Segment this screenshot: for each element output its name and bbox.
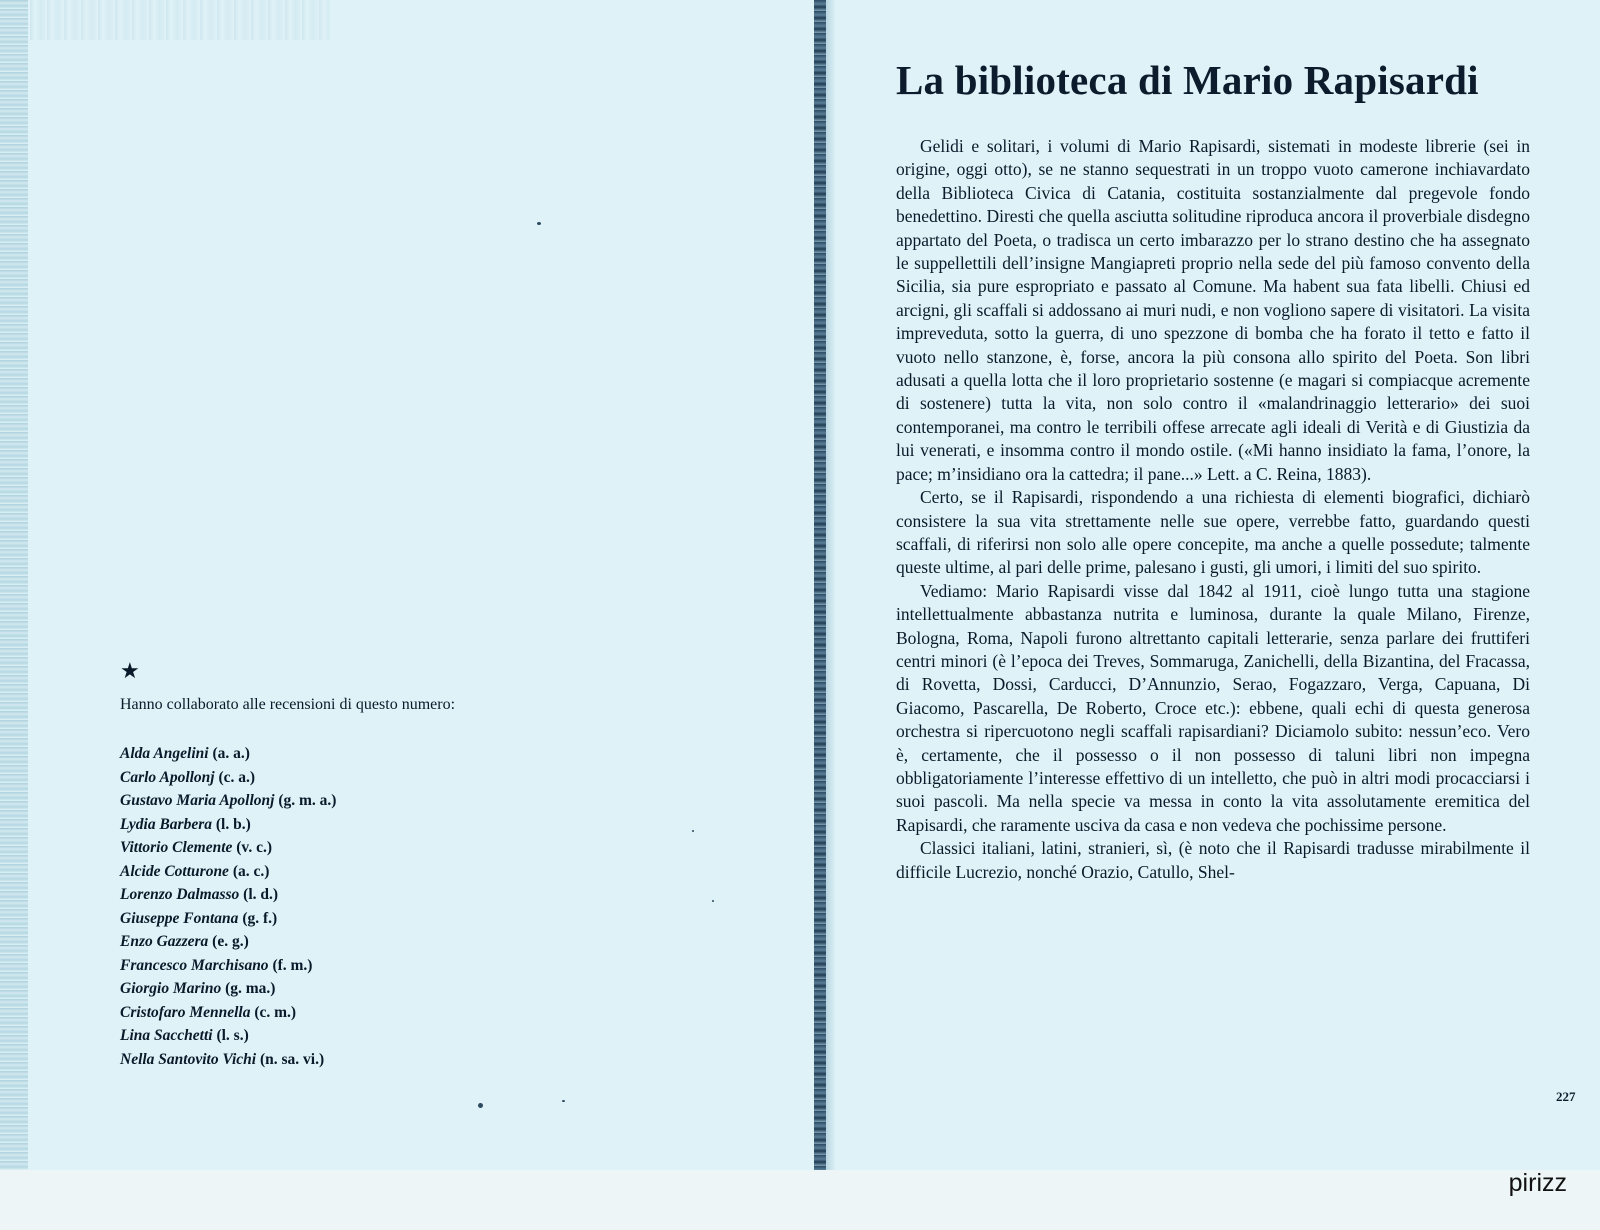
contributor-item: [120, 860, 720, 884]
contributor-name: Lina Sacchetti: [120, 1027, 213, 1044]
contributor-initials: (f. m.): [272, 956, 313, 974]
gutter-shadow: [826, 0, 836, 1170]
contributors-list: [120, 742, 720, 1071]
contributor-item: [120, 742, 720, 766]
article-paragraph: Certo, se il Rapisardi, rispondendo a una richiesta di elementi biografici, dichiarò consistere la sua vita strettamente nelle sue opere, verrebbe fatto, guardando questi scaffali, di riferirsi non solo alle opere concepite, ma anche a quelle possedute; talmente queste ultime, al pari delle prime, palesano i gusti, gli umori, i limiti del suo spirito.: [896, 487, 1530, 578]
contributor-initials: (g. m. a.): [278, 792, 337, 809]
book-gutter: [814, 0, 826, 1170]
contributor-initials: (e. g.): [212, 933, 249, 950]
scan-speck: [478, 1103, 483, 1108]
scan-speck: [537, 222, 541, 225]
contributor-item: [120, 766, 720, 790]
scan-noise: [30, 0, 330, 40]
contributor-initials: (a. a.): [212, 745, 250, 762]
contributor-initials: (v. c.): [236, 839, 272, 856]
article-paragraph: Gelidi e solitari, i volumi di Mario Rapisardi, sistemati in modeste librerie (sei in origine, oggi otto), se ne stanno sequestrati in un troppo vuoto camerone inchiavardato della Biblioteca Civica di Catania, costituita sostanzialmente dal pregevole fondo benedettino. Diresti che quella asciutta solitudine riproduca ancora il proverbiale disdegno appartato del Poeta, o tradisca un certo imbarazzo per lo strano destino che ha assegnato le suppellettili dell’insigne Mangiapreti proprio nella sede del più famoso convento della Sicilia, sia pure espropriato e passato al Comune. Ma habent sua fata libelli. Chiusi ed arcigni, gli scaffali si addossano ai muri nudi, e non vogliono sapere di visitatori. La visita impreveduta, sotto la guerra, di uno spezzone di bomba che ha forato il tetto e fatto il vuoto nello stanzone, è, forse, ancora la più consona allo spirito del Poeta. Son libri adusati a quella lotta che il loro proprietario sostenne (e magari si compiacque acremente di sostenere) tutta la vita, non solo contro il «malandrinaggio letterario» dei suoi contemporanei, ma contro le terribili offese arrecate agli ideali di Verità e di Giustizia da lui venerati, e insomma contro il mondo ostile. («Mi hanno insidiato la fama, l’onore, la pace; m’insidiano ora la cattedra; il pane...» Lett. a C. Reina, 1883).: [896, 136, 1530, 484]
contributor-item: [120, 1048, 720, 1072]
contributor-item: [120, 1001, 720, 1025]
article-title: La biblioteca di Mario Rapisardi: [896, 57, 1479, 103]
contributor-item: [120, 813, 720, 837]
page-number: 227: [1556, 1089, 1576, 1104]
contributor-item: [120, 954, 720, 978]
contributor-item: [120, 883, 720, 907]
contributor-name: Cristofaro Mennella: [120, 1003, 251, 1021]
contributor-name: Giuseppe Fontana: [120, 909, 239, 927]
article-paragraph: Classici italiani, latini, stranieri, sì, (è noto che il Rapisardi tradusse mirabilmente il difficile Lucrezio, nonché Orazio, Catullo, Shel-: [896, 838, 1530, 882]
star-ornament: ★: [120, 658, 140, 683]
contributor-name: Lorenzo Dalmasso: [120, 886, 240, 903]
watermark-text: pirizz: [1508, 1169, 1567, 1197]
contributor-name: Francesco Marchisano: [120, 956, 269, 974]
contributor-name: Nella Santovito Vichi: [120, 1050, 257, 1068]
contributor-item: [120, 836, 720, 860]
contributor-name: Giorgio Marino: [120, 980, 222, 997]
contributor-initials: (a. c.): [232, 862, 270, 880]
left-page: [120, 660, 720, 1071]
contributor-name: Carlo Apollonj: [120, 768, 215, 786]
contributor-initials: (l. b.): [215, 815, 251, 833]
contributor-name: Alda Angelini: [120, 745, 209, 762]
contributor-initials: (c. a.): [218, 768, 256, 786]
contributor-item: [120, 907, 720, 931]
contributor-name: Vittorio Clemente: [120, 839, 233, 856]
right-page: [896, 55, 1530, 884]
contributor-initials: (n. sa. vi.): [259, 1050, 325, 1068]
contributor-initials: (g. ma.): [225, 980, 276, 997]
contributor-name: Alcide Cotturone: [120, 862, 229, 880]
contributor-initials: (c. m.): [254, 1003, 297, 1021]
contributor-item: [120, 930, 720, 954]
contributor-item: [120, 1024, 720, 1048]
contributor-name: Lydia Barbera: [120, 815, 212, 833]
contributor-item: [120, 977, 720, 1001]
contributor-name: Enzo Gazzera: [120, 933, 209, 950]
contributor-initials: (g. f.): [242, 909, 278, 927]
scan-speck: [562, 1100, 565, 1102]
contributor-item: [120, 789, 720, 813]
article-body: [896, 135, 1530, 884]
left-scan-edge: [0, 0, 28, 1170]
contributor-initials: (l. s.): [216, 1027, 249, 1044]
credits-heading: Hanno collaborato alle recensioni di questo numero:: [120, 696, 456, 713]
contributor-name: Gustavo Maria Apollonj: [120, 792, 275, 809]
article-paragraph: Vediamo: Mario Rapisardi visse dal 1842 al 1911, cioè lungo tutta una stagione intellettualmente abbastanza nutrita e luminosa, durante la quale Milano, Firenze, Bologna, Roma, Napoli furono altrettanto capitali letterarie, senza parlare dei fruttiferi centri minori (è l’epoca dei Treves, Sommaruga, Zanichelli, della Bizantina, del Fracassa, di Rovetta, Dossi, Carducci, D’Annunzio, Serao, Fogazzaro, Verga, Capuana, Di Giacomo, Pascarella, De Roberto, Croce etc.): ebbene, quali echi di questa generosa orchestra si ripercuotono negli scaffali rapisardiani? Diciamolo subito: nessun’eco. Vero è, certamente, che il possesso o il non possesso di taluni libri non impegna obbligatoriamente l’interesse effettivo di un intelletto, che può in altri modi procacciarsi i suoi pascoli. Ma nella specie va messa in conto la vita assolutamente eremitica del Rapisardi, che raramente usciva da casa e non vedeva che pochissime persone.: [896, 580, 1530, 835]
contributor-initials: (l. d.): [243, 886, 279, 903]
